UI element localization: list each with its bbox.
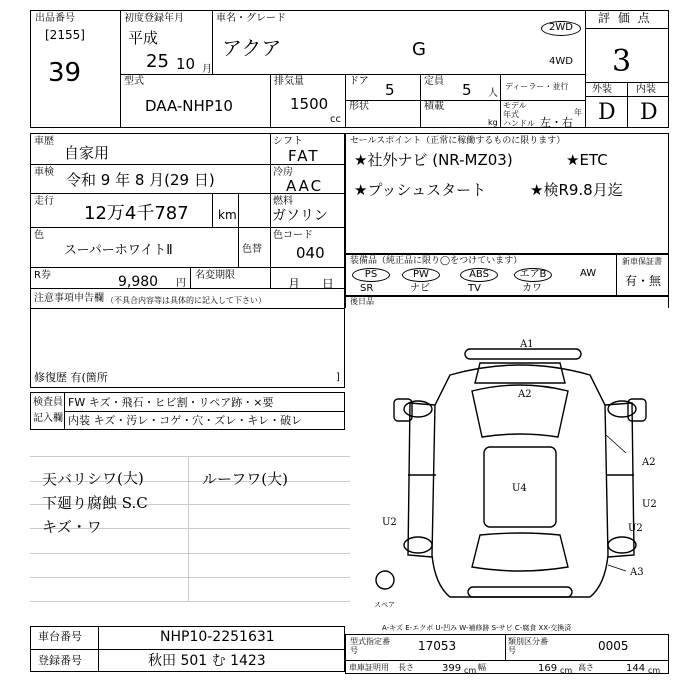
exterior-grade: D [598, 100, 616, 125]
grade: G [412, 39, 426, 60]
spare-label: スペア [374, 601, 395, 609]
ac-value: AAC [286, 177, 324, 195]
width-unit: cm [560, 666, 573, 675]
divider [345, 74, 346, 128]
spec-no-value: 17053 [418, 639, 457, 653]
type-value: DAA-NHP10 [145, 97, 233, 115]
ruled-line [30, 601, 350, 602]
displacement-label: 排気量 [274, 76, 304, 87]
mark-u4: U4 [512, 483, 527, 494]
lot-number: 39 [48, 58, 82, 88]
plate-value: 秋田 501 む 1423 [148, 653, 266, 669]
capacity-label: 定員 [424, 76, 444, 87]
fuel-value: ガソリン [272, 208, 328, 224]
drive-2wd: 2WD [541, 21, 581, 36]
mark-u2-extra: U2 [628, 523, 643, 534]
divider [585, 28, 669, 29]
divider [30, 164, 345, 165]
displacement-value: 1500 [290, 95, 329, 113]
divider [30, 288, 345, 289]
notes-sub-label: （不具合内容等は具体的に記入して下さい） [106, 296, 266, 305]
length-unit: cm [464, 666, 477, 675]
chassis-label: 車台番号 [38, 630, 82, 643]
load-unit: kg [488, 118, 498, 127]
sales-line1-a: ★社外ナビ (NR-MZ03) [354, 151, 513, 169]
first-reg-label: 初度登録年月 [124, 13, 184, 24]
divider [345, 660, 669, 661]
divider [30, 193, 345, 194]
equipment-item-4-top: AW [580, 268, 597, 279]
inspection-label: 車検 [34, 167, 54, 178]
color-change-label: 色替 [242, 244, 262, 255]
chassis-value: NHP10-2251631 [160, 629, 275, 645]
score-value: 3 [612, 44, 632, 79]
mark-a1: A1 [520, 339, 534, 350]
divider [627, 82, 628, 128]
equipment-item-3-top: エアB [514, 268, 552, 282]
height-unit: cm [648, 666, 661, 675]
handle-label: ハンドル [503, 119, 535, 128]
color-label: 色 [34, 230, 44, 241]
name-change-value: 月 日 [288, 277, 334, 291]
handwritten-line2: 下廻り腐蝕 S.C [42, 494, 148, 512]
divider [212, 193, 213, 227]
capacity-value: 5 [462, 81, 472, 99]
car-name: アクア [222, 36, 282, 60]
divider [616, 254, 617, 296]
notes-label: 注意事項申告欄 [34, 293, 104, 304]
equipment-item-0-top: PS [352, 268, 390, 282]
after-frame [345, 296, 669, 308]
sales-line2-b: ★検R9.8月迄 [530, 181, 623, 199]
lot-id: [2155] [45, 28, 85, 42]
divider [238, 193, 239, 227]
history-label: 車歴 [34, 136, 54, 147]
equipment-item-1-bottom: ナビ [410, 283, 430, 294]
sales-line1-b: ★ETC [566, 151, 608, 169]
displacement-unit: cc [330, 114, 341, 125]
height-label: 高さ [578, 663, 594, 672]
divider [270, 74, 271, 128]
interior-grade: D [640, 100, 658, 125]
width-value: 169 [538, 663, 558, 674]
mark-a2-right: A2 [642, 457, 656, 468]
ruled-line [30, 456, 350, 457]
shift-value: FAT [288, 147, 320, 165]
length-label: 長さ [398, 663, 414, 672]
inspector-row2: 内装 キズ・汚レ・コゲ・穴・ズレ・キレ・破レ [68, 414, 303, 427]
divider [345, 100, 585, 101]
equipment-item-2-top: ABS [460, 268, 498, 282]
color-code-value: 040 [296, 244, 325, 262]
class-no-label: 類別区分番号 [508, 637, 548, 655]
mileage-label: 走行 [34, 196, 54, 207]
exterior-label: 外装 [592, 84, 612, 95]
repair-close: ] [336, 372, 340, 383]
handwritten-line3: キズ・ワ [42, 518, 102, 536]
name-change-label: 名変期限 [195, 270, 235, 281]
doors-value: 5 [385, 81, 395, 99]
divider [30, 308, 345, 309]
length-value: 399 [442, 663, 462, 674]
equipment-item-1-top: PW [402, 268, 440, 282]
mileage-value: 12万4千787 [84, 203, 189, 224]
handle-value: 左・右 [540, 116, 573, 129]
divider [120, 74, 585, 75]
ruled-line [30, 553, 350, 554]
height-value: 144 [626, 663, 646, 674]
capacity-unit: 人 [488, 88, 498, 99]
diagram-legend: A-キズ E-エクボ U-凹み W-補修跡 S-サビ C-腐食 XX-交換済 [382, 624, 572, 632]
sales-line2-a: ★プッシュスタート [354, 181, 487, 199]
equipment-item-2-bottom: TV [468, 283, 481, 294]
width-label: 幅 [478, 663, 486, 672]
equipment-item-3-bottom: カワ [522, 283, 542, 294]
month-unit: 月 [202, 64, 212, 75]
mark-u2-left: U2 [382, 517, 397, 528]
inspector-label1: 検査員 [33, 397, 63, 408]
inspection-value: 令和 9 年 8 月(29 日) [66, 171, 215, 189]
mileage-unit: km [218, 208, 237, 222]
divider [30, 227, 345, 228]
lot-label: 出品番号 [35, 13, 75, 24]
cert-label: 車庫証明用 [349, 663, 389, 672]
ac-label: 冷房 [273, 167, 293, 178]
type-label: 型式 [124, 76, 144, 87]
color-value: スーパーホワイトⅡ [64, 243, 173, 258]
divider [238, 227, 239, 267]
repair-label: 修復歴 有(箇所 [34, 371, 108, 384]
divider [212, 10, 213, 74]
divider [505, 634, 506, 660]
divider [270, 133, 271, 288]
drive-4wd: 4WD [549, 56, 573, 67]
warranty-label: 新車保証書 [622, 257, 662, 266]
equipment-item-0-bottom: SR [360, 283, 374, 294]
inspector-label2: 記入欄 [33, 413, 63, 424]
recycle-value: 9,980 [118, 274, 159, 290]
handwritten-line1: 天バリシワ(大) [41, 469, 144, 489]
load-label: 積載 [424, 101, 444, 112]
ruled-divider [188, 456, 189, 601]
inspector-row1: FW キズ・飛石・ヒビ割・リペア跡・×要 [68, 396, 274, 409]
divider [420, 74, 421, 128]
divider [30, 649, 345, 650]
shift-label: シフト [273, 136, 303, 147]
spec-no-label: 型式指定番号 [350, 637, 390, 655]
divider [64, 411, 345, 412]
sales-label: セールスポイント（正常に稼働するものに限ります） [350, 136, 566, 146]
shape-label: 形状 [349, 101, 369, 112]
score-label: 評 価 点 [598, 11, 652, 25]
color-code-label: 色コード [273, 230, 313, 241]
model-year-label: モデル年式 [503, 101, 527, 119]
era: 平成 [128, 29, 159, 47]
car-diagram [374, 335, 660, 615]
doors-label: ドア [349, 76, 369, 87]
divider [120, 10, 121, 128]
warranty-value: 有・無 [625, 274, 662, 288]
dealer-label: ディーラー・並行 [505, 82, 569, 91]
divider [500, 74, 501, 128]
equipment-label: 装備品（純正品に限り◯をつけています） [350, 256, 523, 266]
plate-label: 登録番号 [38, 654, 82, 667]
mark-a2-front: A2 [518, 389, 532, 400]
handwritten-right1: ルーフワ(大) [202, 470, 288, 488]
mark-u2-right: U2 [642, 499, 657, 510]
history-value: 自家用 [64, 144, 110, 162]
recycle-unit: 円 [176, 278, 186, 289]
year-unit: 年 [574, 108, 582, 117]
interior-label: 内装 [636, 84, 656, 95]
reg-year: 25 [146, 51, 169, 72]
reg-month: 10 [176, 55, 196, 73]
ruled-line [30, 577, 350, 578]
divider [585, 96, 669, 97]
divider [30, 267, 345, 268]
recycle-label: R券 [34, 270, 51, 281]
mark-a3: A3 [630, 567, 644, 578]
fuel-label: 燃料 [273, 196, 293, 207]
model-grade-label: 車名・グレード [216, 13, 286, 24]
divider [190, 267, 191, 288]
class-no-value: 0005 [598, 639, 629, 653]
after-label: 後日品 [350, 297, 374, 306]
